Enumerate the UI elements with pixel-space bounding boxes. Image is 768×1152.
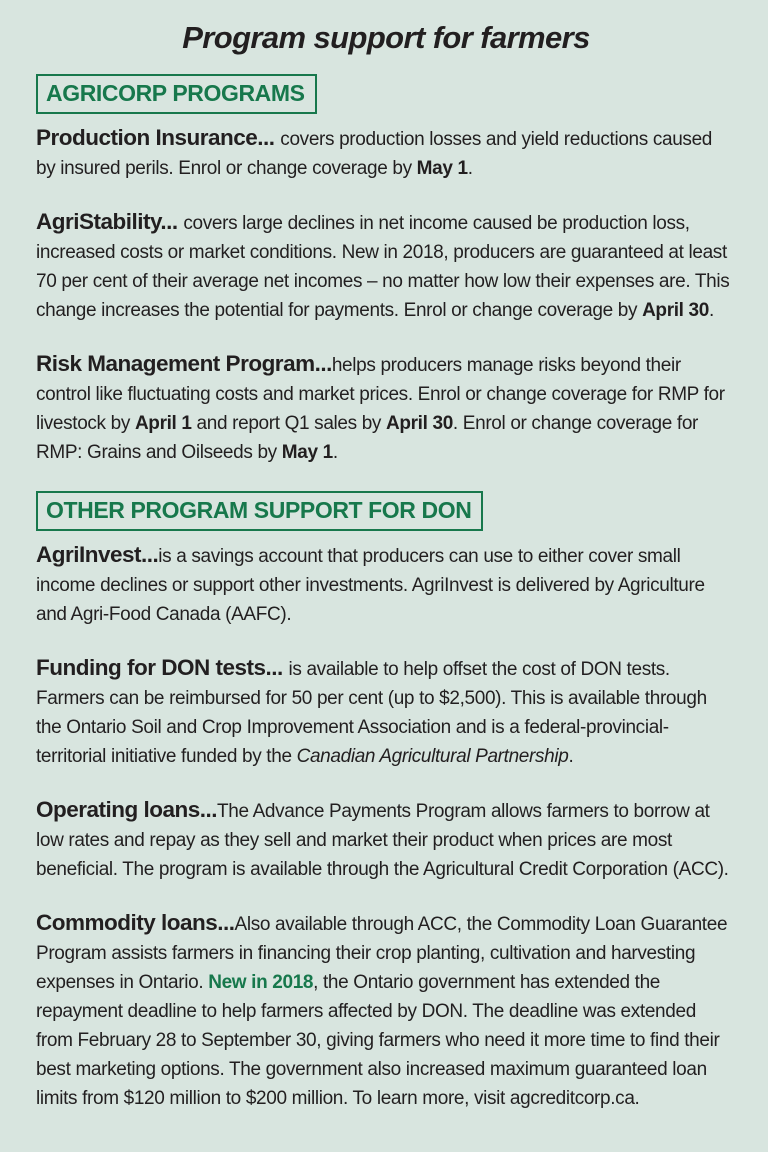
text-segment: Also available through ACC, the Commodity Loan Guarantee Program assists farmers in financing their crop planting, cultivation and harvesting expenses in Ontario. <box>36 914 728 993</box>
text-segment: The Advance Payments Program allows farmers to borrow at low rates and repay as they sell and market their product when prices are most beneficial. The program is available through the Agricultural Credit Corporation (ACC). <box>36 801 729 880</box>
paragraph-funding-for-don-tests-lead: Funding for DON tests... <box>36 655 289 680</box>
text-segment: . <box>708 300 714 321</box>
text-segment: April 30 <box>642 300 709 321</box>
text-segment: April 30 <box>386 413 453 434</box>
paragraph-agristability-lead: AgriStability... <box>36 209 184 234</box>
text-segment: May 1 <box>281 442 333 463</box>
paragraph-agriinvest <box>36 540 736 629</box>
text-segment: covers production losses and yield reductions caused by insured perils. Enrol or change coverage by <box>36 129 713 179</box>
paragraph-operating-loans <box>36 795 736 884</box>
paragraph-risk-management-program-lead: Risk Management Program... <box>36 351 332 376</box>
paragraph-commodity-loans-lead: Commodity loans... <box>36 910 235 935</box>
text-segment: . Enrol or change coverage for RMP: Grains and Oilseeds by <box>36 413 699 463</box>
paragraph-risk-management-program <box>36 349 736 467</box>
text-segment: and report Q1 sales by <box>191 413 387 434</box>
text-segment: New in 2018 <box>208 972 314 993</box>
text-segment: Canadian Agricultural Partnership <box>296 746 569 767</box>
section-header-agricorp-programs-row <box>36 74 736 114</box>
paragraph-agriinvest-lead: AgriInvest... <box>36 542 159 567</box>
text-segment: . <box>467 158 473 179</box>
paragraph-operating-loans-lead: Operating loans... <box>36 797 218 822</box>
text-segment: , the Ontario government has extended the repayment deadline to help farmers affected by DON. The deadline was extended from February 28 to September 30, giving farmers who need it more time to find their best marketing options. The government also increased maximum guaranteed loan limits from $120 million to $200 million. To learn more, visit agcreditcorp.ca. <box>36 972 720 1109</box>
text-segment: May 1 <box>416 158 468 179</box>
paragraph-production-insurance <box>36 123 736 183</box>
text-segment: April 1 <box>134 413 192 434</box>
page-title: Program support for farmers <box>182 20 590 55</box>
text-segment: is available to help offset the cost of DON tests. Farmers can be reimbursed for 50 per cent (up to $2,500). This is available through the Ontario Soil and Crop Improvement Association and is a federal-provincial-territorial initiative funded by the <box>36 659 707 767</box>
section-header-other-program-support-for-don: OTHER PROGRAM SUPPORT FOR DON <box>36 491 483 531</box>
text-segment: is a savings account that producers can use to either cover small income declines or support other investments. AgriInvest is delivered by Agriculture and Agri-Food Canada (AAFC). <box>36 546 705 625</box>
paragraph-production-insurance-lead: Production Insurance... <box>36 125 281 150</box>
paragraph-agristability <box>36 207 736 325</box>
paragraph-funding-for-don-tests <box>36 653 736 771</box>
text-segment: covers large declines in net income caused be production loss, increased costs or market conditions. New in 2018, producers are guaranteed at least 70 per cent of their average net incomes – no matter how low their expenses are. This change increases the potential for payments. Enrol or change coverage by <box>36 213 730 321</box>
text-segment: . <box>568 746 574 767</box>
section-header-agricorp-programs: AGRICORP PROGRAMS <box>36 74 317 114</box>
paragraph-commodity-loans <box>36 908 736 1113</box>
text-segment: . <box>332 442 338 463</box>
text-segment: helps producers manage risks beyond their control like fluctuating costs and market prices. Enrol or change coverage for RMP for livestock by <box>36 355 725 434</box>
section-header-other-program-support-for-don-row <box>36 491 736 531</box>
sections-container <box>36 74 736 1113</box>
